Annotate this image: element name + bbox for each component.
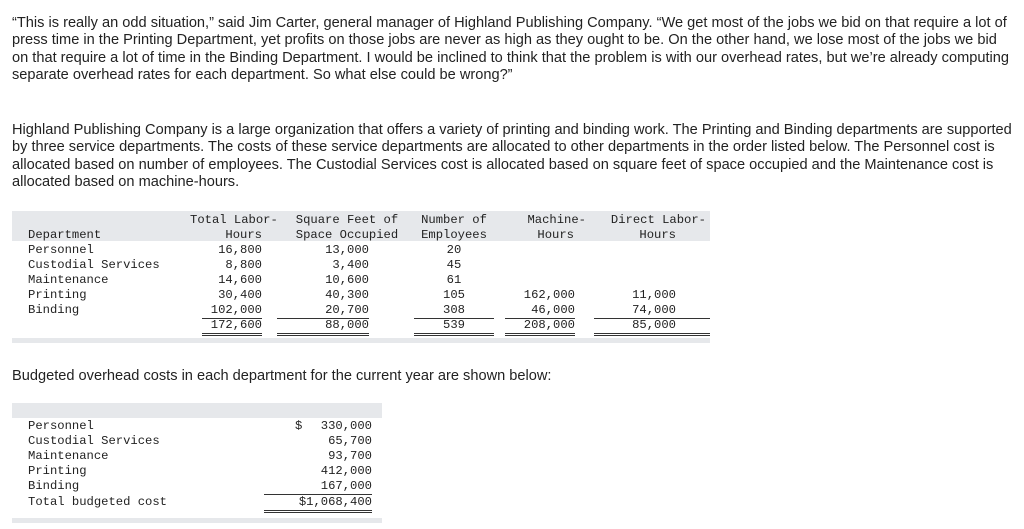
intro-paragraph: “This is really an odd situation,” said Jim Carter, general manager of Highland Publishing Company. “We get most of the jobs we bid on that require a lot of press time in the Printing Department, yet profits on those jobs are never as high as they ought to be. On the other hand, we lose most of the jobs we bid on that require a lot of time in the Binding Department. I would be inclined to think that the problem is with our overhead rates, but we’re already computing separate overhead rates for each department. So what else could be wrong?” (12, 15, 1009, 83)
header-sq-feet-line1: Square Feet of (295, 213, 399, 227)
total-sq-feet: 88,000 (277, 318, 369, 336)
budget-row-amount: 65,700 (328, 434, 372, 448)
row-department: Custodial Services (28, 258, 160, 272)
row-labor-hours: 16,800 (218, 243, 262, 257)
header-labor-hours-line1: Total Labor- (190, 213, 278, 227)
row-employees: 105 (443, 288, 465, 302)
row-labor-hours: 102,000 (202, 303, 262, 319)
budget-header-band (12, 403, 382, 418)
row-department: Printing (28, 288, 87, 302)
row-sq-feet: 3,400 (332, 258, 369, 272)
budget-footer-band (12, 518, 382, 523)
budget-row-amount: 330,000 (320, 419, 372, 433)
budget-row-amount: 93,700 (328, 449, 372, 463)
budget-row-amount: 167,000 (264, 479, 372, 495)
header-sq-feet-line2: Space Occupied (295, 228, 399, 242)
row-employees: 20 (446, 243, 462, 257)
header-employees-line2: Employees (421, 228, 487, 242)
allocation-table (12, 211, 710, 343)
row-labor-hours: 30,400 (218, 288, 262, 302)
row-employees: 308 (414, 303, 494, 319)
total-machine-hours: 208,000 (505, 318, 575, 336)
budget-total-label: Total budgeted cost (28, 495, 167, 509)
row-sq-feet: 40,300 (325, 288, 369, 302)
total-direct-hours-value: 85,000 (632, 318, 676, 332)
budget-total-amount: $1,068,400 (264, 495, 372, 513)
row-sq-feet: 10,600 (325, 273, 369, 287)
row-department: Maintenance (28, 273, 109, 287)
total-labor-hours: 172,600 (202, 318, 262, 336)
header-employees-line1: Number of (421, 213, 487, 227)
table-footer-band (12, 338, 710, 343)
budget-row-label: Binding (28, 479, 80, 493)
header-direct-line2: Hours (639, 228, 676, 242)
budget-intro: Budgeted overhead costs in each department for the current year are shown below: (12, 368, 552, 384)
row-direct-hours: 11,000 (632, 288, 676, 302)
header-machine-line2: Hours (537, 228, 574, 242)
budget-row-label: Printing (28, 464, 87, 478)
header-machine-line1: Machine- (527, 213, 586, 227)
budget-table (12, 403, 382, 523)
row-direct-hours (594, 303, 710, 319)
header-labor-hours-line2: Hours (225, 228, 262, 242)
row-department: Binding (28, 303, 80, 317)
row-department: Personnel (28, 243, 94, 257)
row-direct-hours-value: 74,000 (632, 303, 676, 317)
row-machine-hours: 162,000 (523, 288, 575, 302)
budget-row-amount: 412,000 (320, 464, 372, 478)
company-paragraph: Highland Publishing Company is a large organization that offers a variety of printing and binding work. The Printing and Binding departments are supported by three service departments. The costs of these service departments are allocated to other departments in the order listed below. The Personnel cost is allocated based on number of employees. The Custodial Services cost is allocated based on square feet of space occupied and the Maintenance cost is allocated based on machine-hours. (12, 122, 1012, 190)
total-employees: 539 (414, 318, 494, 336)
row-machine-hours: 46,000 (505, 303, 575, 319)
row-employees: 45 (446, 258, 462, 272)
total-direct-hours (594, 318, 710, 336)
budget-row-label: Custodial Services (28, 434, 160, 448)
budget-row-currency: $ (295, 419, 303, 433)
row-labor-hours: 8,800 (225, 258, 262, 272)
row-sq-feet: 20,700 (277, 303, 369, 319)
row-sq-feet: 13,000 (325, 243, 369, 257)
header-department: Department (28, 228, 102, 242)
header-direct-line1: Direct Labor- (610, 213, 706, 227)
row-labor-hours: 14,600 (218, 273, 262, 287)
budget-row-label: Maintenance (28, 449, 109, 463)
budget-row-label: Personnel (28, 419, 94, 433)
row-employees: 61 (446, 273, 462, 287)
